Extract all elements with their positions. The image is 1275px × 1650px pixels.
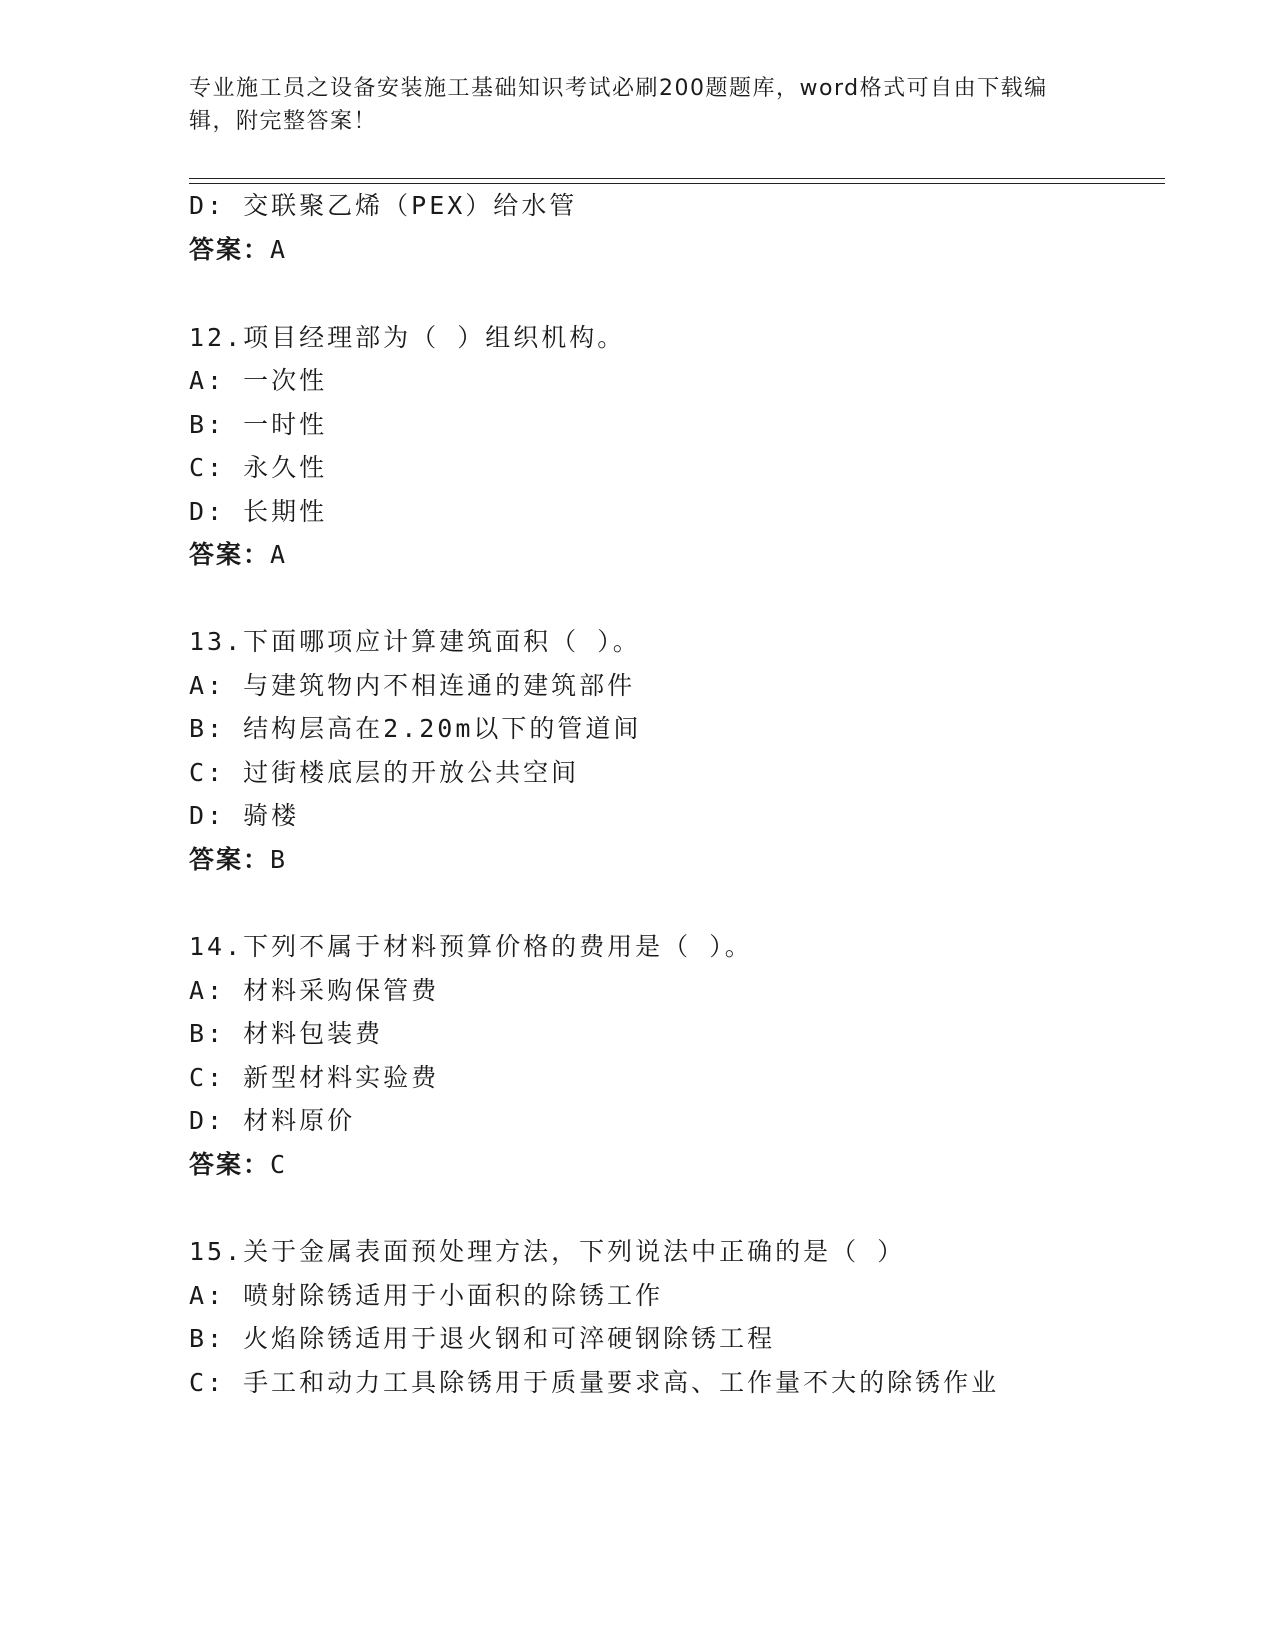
answer-label: 答案： <box>189 1150 271 1179</box>
header-divider-top <box>189 178 1165 179</box>
q12-option-d: D: 长期性 <box>189 497 328 526</box>
q15-stem: 15.关于金属表面预处理方法，下列说法中正确的是（ ） <box>189 1237 906 1266</box>
answer-label: 答案： <box>189 540 271 569</box>
q14-answer <box>189 1145 287 1181</box>
q14-option-b: B: 材料包装费 <box>189 1019 384 1048</box>
header-divider-bottom <box>189 183 1165 184</box>
q15-option-c: C: 手工和动力工具除锈用于质量要求高、工作量不大的除锈作业 <box>189 1368 1000 1397</box>
q12-answer <box>189 535 287 571</box>
q12-stem: 12.项目经理部为（ ）组织机构。 <box>189 323 626 352</box>
answer-value: A <box>270 540 288 569</box>
answer-value: C <box>270 1150 288 1179</box>
q15-option-a: A: 喷射除锈适用于小面积的除锈工作 <box>189 1281 664 1310</box>
q13-option-d: D: 骑楼 <box>189 801 300 830</box>
answer-value: B <box>270 845 288 874</box>
q13-option-b: B: 结构层高在2.20m以下的管道间 <box>189 714 642 743</box>
q14-option-d: D: 材料原价 <box>189 1106 356 1135</box>
q12-option-b: B: 一时性 <box>189 410 328 439</box>
q14-stem: 14.下列不属于材料预算价格的费用是（ ）。 <box>189 932 753 961</box>
q14-option-a: A: 材料采购保管费 <box>189 976 440 1005</box>
q13-option-c: C: 过街楼底层的开放公共空间 <box>189 758 580 787</box>
q15-option-b: B: 火焰除锈适用于退火钢和可淬硬钢除锈工程 <box>189 1324 776 1353</box>
document-header: 专业施工员之设备安装施工基础知识考试必刷200题题库，word格式可自由下载编辑，附完整答案！ <box>189 76 1048 134</box>
q13-stem: 13.下面哪项应计算建筑面积（ ）。 <box>189 627 641 656</box>
q14-option-c: C: 新型材料实验费 <box>189 1063 440 1092</box>
answer-label: 答案： <box>189 235 271 264</box>
q12-option-c: C: 永久性 <box>189 453 328 482</box>
q11-answer <box>189 230 287 266</box>
answer-value: A <box>270 235 288 264</box>
q12-option-a: A: 一次性 <box>189 366 328 395</box>
q13-answer <box>189 840 287 876</box>
q13-option-a: A: 与建筑物内不相连通的建筑部件 <box>189 671 636 700</box>
q11-option-d: D: 交联聚乙烯（PEX）给水管 <box>189 191 578 220</box>
answer-label: 答案： <box>189 845 271 874</box>
